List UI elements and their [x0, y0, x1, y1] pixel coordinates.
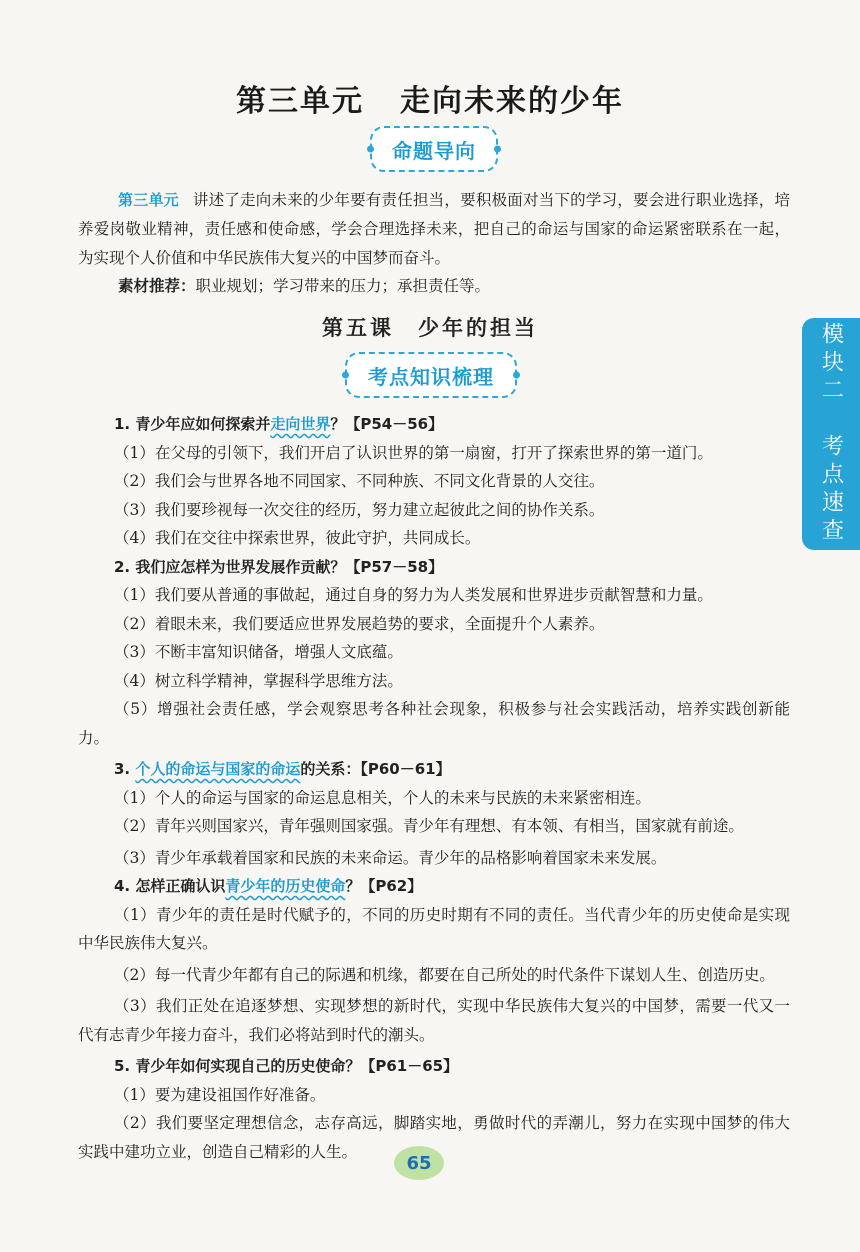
- question-heading: [78, 1052, 790, 1081]
- unit-label: 第三单元: [236, 84, 364, 119]
- answer-item: （1）我们要从普通的事做起，通过自身的努力为人类发展和世界进步贡献智慧和力量。: [114, 586, 713, 604]
- question-page-ref: ？【P54－56】: [330, 415, 444, 433]
- guide-badge-label: 命题导向: [392, 138, 476, 163]
- answer-item: （3）我们要珍视每一次交往的经历，努力建立起彼此之间的协作关系。: [114, 500, 605, 519]
- answer-item: （3）青少年承载着国家和民族的未来命运。青少年的品格影响着国家未来发展。: [114, 848, 667, 867]
- question-page-ref: 的关系：【P60－61】: [300, 760, 451, 778]
- question-keyword-highlight: 个人的命运与国家的命运: [135, 760, 301, 778]
- intro-paragraph: [78, 186, 790, 273]
- intro-text: 讲述了走向未来的少年要有责任担当，要积极面对当下的学习，要会进行职业选择，培养爱岗敬业精神，责任感和使命感，学会合理选择未来，把自己的命运与国家的命运紧密联系在一起，为实现个人价值和中华民族伟大复兴的中国梦而奋斗。: [78, 191, 790, 267]
- answer-item: （1）要为建设祖国作好准备。: [114, 1085, 326, 1104]
- answer-item: （2）着眼未来，我们要适应世界发展趋势的要求，全面提升个人素养。: [114, 614, 605, 633]
- review-badge-label: 考点知识梳理: [368, 364, 494, 389]
- unit-name: 走向未来的少年: [400, 84, 624, 119]
- page-number: 65: [394, 1146, 444, 1180]
- answer-item: （4）我们在交往中探索世界，彼此守护，共同成长。: [114, 529, 481, 547]
- question-keyword-highlight: 青少年的历史使命: [225, 877, 346, 895]
- answer-item: （1）青少年的责任是时代赋予的，不同的历史时期有不同的责任。当代青少年的历史使命是实现中华民族伟大复兴。: [78, 905, 790, 952]
- answer-item: （1）在父母的引领下，我们开启了认识世界的第一扇窗，打开了探索世界的第一道门。: [114, 443, 713, 462]
- material-recommendation: [118, 272, 788, 301]
- answer-item: （3）我们正处在追逐梦想、实现梦想的新时代，实现中华民族伟大复兴的中国梦，需要一代又一代有志青少年接力奋斗，我们必将站到时代的潮头。: [78, 997, 790, 1044]
- question-text: 1. 青少年应如何探索并: [114, 415, 271, 433]
- answer-item: （1）个人的命运与国家的命运息息相关，个人的未来与民族的未来紧密相连。: [114, 788, 651, 807]
- material-text: 职业规划；学习带来的压力；承担责任等。: [195, 277, 491, 295]
- question-text: 3.: [114, 760, 136, 778]
- question-text: 4. 怎样正确认识: [114, 877, 226, 895]
- answer-item: （3）不断丰富知识储备，增强人文底蕴。: [114, 643, 403, 661]
- question-page-ref: ？【P62】: [345, 877, 423, 895]
- question-text: 5. 青少年如何实现自己的历史使命？【P61－65】: [114, 1057, 459, 1075]
- review-badge: [345, 352, 517, 398]
- answer-item: （2）每一代青少年都有自己的际遇和机缘，都要在自己所处的时代条件下谋划人生、创造历史。: [114, 965, 775, 984]
- answer-item: （4）树立科学精神，掌握科学思维方法。: [114, 671, 403, 690]
- lesson-title: 第五课 少年的担当: [322, 315, 538, 340]
- answer-item: （5）增强社会责任感，学会观察思考各种社会现象，积极参与社会实践活动，培养实践创新能力。: [78, 700, 790, 747]
- unit-title: [0, 76, 860, 120]
- module-side-tab-label: 模块二 考点速查: [818, 322, 844, 546]
- answer-item: （2）我们会与世界各地不同国家、不同种族、不同文化背景的人交往。: [114, 472, 605, 490]
- question-heading: [78, 872, 790, 901]
- question-text: 2. 我们应怎样为世界发展作贡献？【P57－58】: [114, 557, 444, 576]
- question-heading: [78, 410, 790, 439]
- intro-lead: 第三单元: [118, 191, 179, 209]
- guide-badge: [370, 126, 498, 172]
- question-heading: [78, 755, 790, 784]
- question-keyword-highlight: 走向世界: [270, 415, 331, 433]
- module-side-tab[interactable]: [802, 318, 860, 550]
- material-label: 素材推荐：: [118, 277, 196, 295]
- answer-item: （2）青年兴则国家兴，青年强则国家强。青少年有理想、有本领、有相当，国家就有前途。: [114, 817, 744, 835]
- knowledge-points: [78, 410, 790, 1169]
- question-heading: [78, 553, 790, 582]
- answer-item: （2）我们要坚定理想信念，志存高远，脚踏实地，勇做时代的弄潮儿，努力在实现中国梦的伟大实践中建功立业，创造自己精彩的人生。: [78, 1114, 790, 1161]
